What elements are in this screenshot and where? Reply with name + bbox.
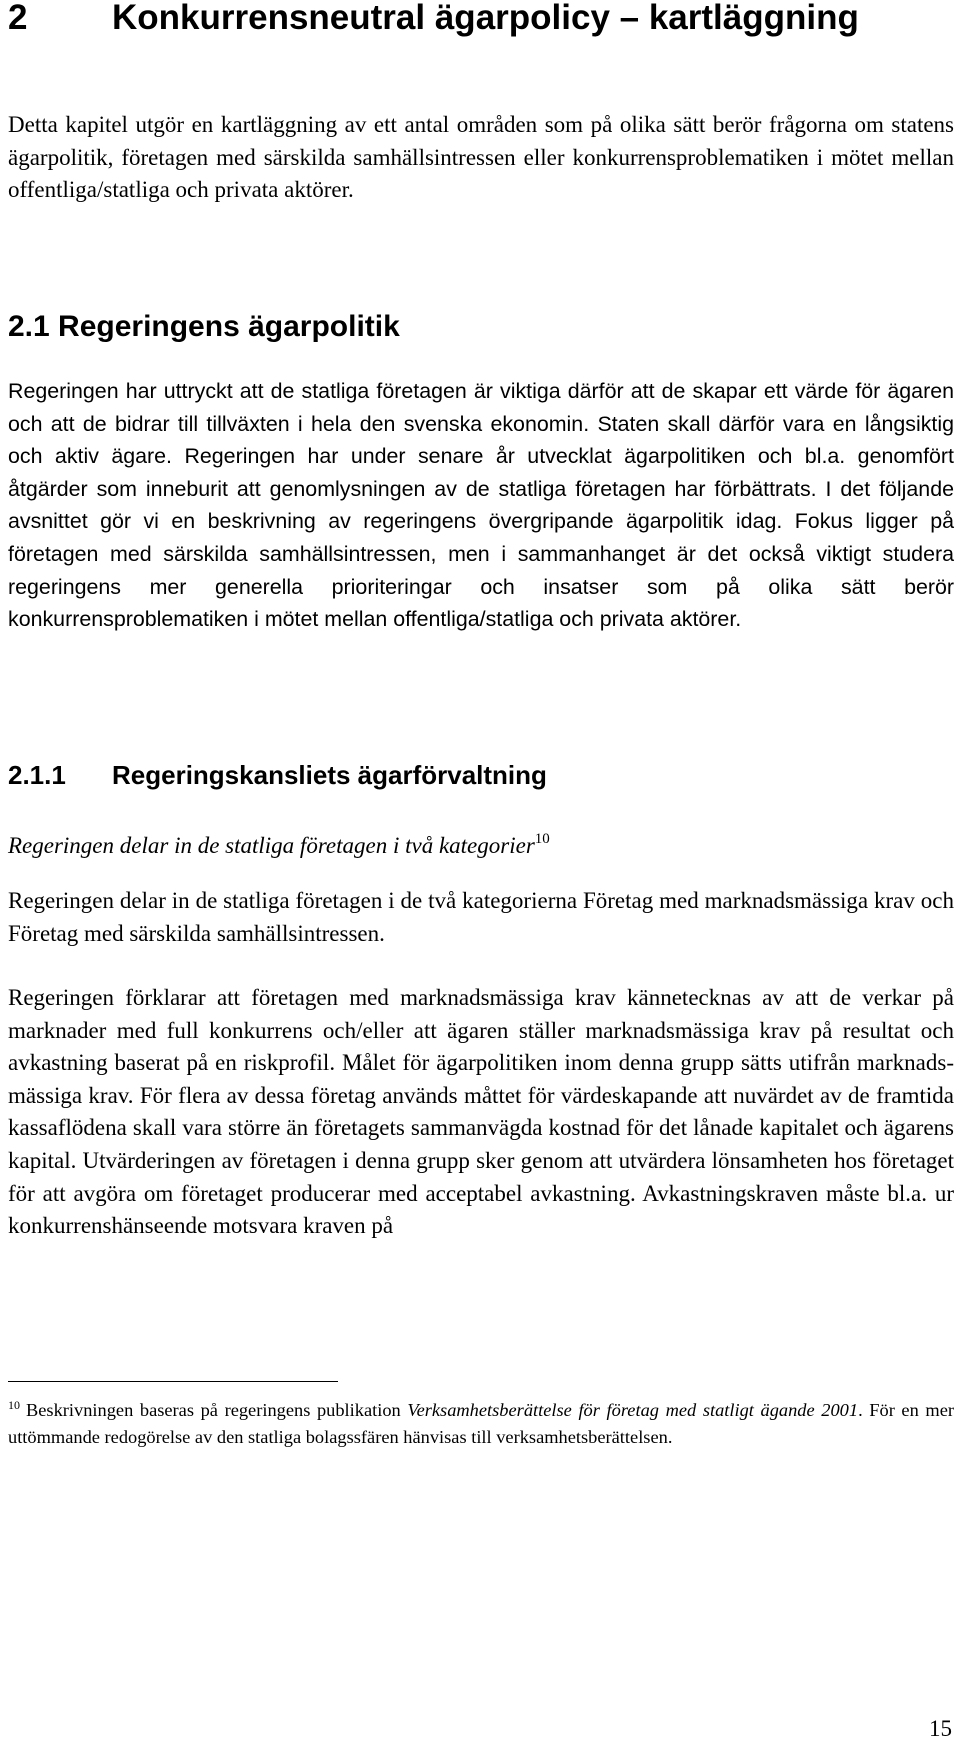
intro-paragraph: Detta kapitel utgör en kartläggning av ett antal områden som på olika sätt berör frågorna om statens ägarpolitik, företagen med särskilda samhällsintressen eller konkurrensproblematiken i mötet mellan offentliga/statliga och privata aktörer. [8,112,954,203]
footnote-reference[interactable]: 10 [534,831,550,847]
market-requirements-paragraph: Regeringen förklarar att företagen med marknadsmässiga krav kännetecknas av att de verkar på marknader med full konkurrens och/eller att ägaren ställer marknadsmässiga krav på resultat och avkastning baserat på en riskprofil. Målet för ägarpolitiken inom denna grupp sätts utifrån marknadsmässiga krav. För flera av dessa företag används måttet för värdeskapande att nuvärdet av de framtida kassaflödena skall vara större än företagets sammanvägda kostnad för det lånade kapitalet och ägarens kapital. Utvärderingen av företagen i denna grupp sker genom att utvärdera lönsamheten hos företaget för att avgöra om företaget producerar med acceptabel avkastning. Avkastningskraven måste bl.a. ur konkurrenshänseende motsvara kraven på [8,985,954,1239]
categories-paragraph: Regeringen delar in de statliga företagen i de två kategorierna Företag med marknadsmässiga krav och Företag med särskilda samhällsintressen. [8,888,954,946]
chapter-title: Konkurrensneutral ägarpolicy – kartläggning [112,0,859,37]
footnote-divider [8,1381,338,1382]
italic-heading-text: Regeringen delar in de statliga företagen i två kategorier [8,833,535,858]
footnote-marker: 10 [8,1398,20,1412]
footnote-publication-title: Verksamhetsberättelse för företag med statligt ägande 2001 [407,1400,859,1420]
chapter-number: 2 [8,0,28,37]
footnote-text-after: . För en mer uttömmande redogörelse av den statliga bolagssfären hänvisas till verksamhetsberättelsen. [8,1400,954,1447]
footnote-text-before: Beskrivningen baseras på regeringens publikation [26,1400,408,1420]
section-number: 2.1.1 [8,760,66,790]
footnote [8,1392,954,1451]
section-title: Regeringskansliets ägarförvaltning [112,760,547,790]
page-number: 15 [929,1716,952,1741]
section-heading-2-1: 2.1 Regeringens ägarpolitik [8,310,400,343]
subsection-italic-heading [8,823,550,862]
section-2-1-paragraph: Regeringen har uttryckt att de statliga företagen är viktiga därför att de skapar ett värde för ägaren och att de bidrar till tillväxten i hela den svenska ekonomin. Staten skall därför vara en långsiktig och aktiv ägare. Regeringen har under senare år utvecklat ägarpolitiken och bl.a. genomfört åtgärder som inneburit att genomlysningen av de statliga företagen har förbättrats. I det följande avsnittet gör vi en beskrivning av regeringens övergripande ägarpolitik idag. Fokus ligger på företagen med särskilda samhällsintressen, men i sammanhanget är det också viktigt studera regeringens mer generella prioriteringar och insatser som på olika sätt berör konkurrensproblematiken i mötet mellan offentliga/statliga och privata aktörer. [8,379,954,632]
